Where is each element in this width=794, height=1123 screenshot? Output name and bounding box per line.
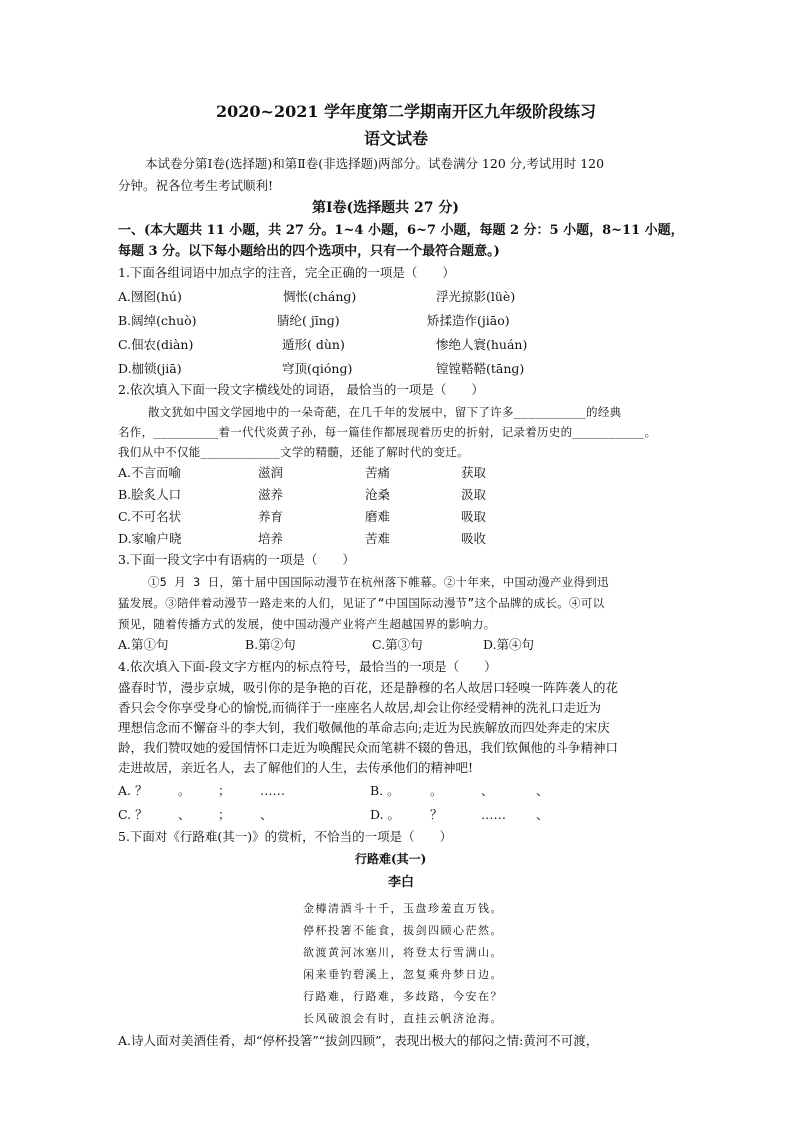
q2-option-d-4: 吸收 (461, 531, 487, 546)
q4-option-b-4: 、 (536, 783, 549, 798)
q4-passage-5: 走进故居，亲近名人，去了解他们的人生，去传承他们的精神吧! (118, 760, 474, 775)
q3-stem: 3.下面一段文字中有语病的一项是（ ） (118, 552, 355, 567)
poem-line-1: 金樽清酒斗十千，玉盘珍羞直万钱。 (303, 902, 503, 915)
q2-option-a-3: 苦痛 (365, 465, 391, 480)
q4-option-d-2: ？ (430, 807, 443, 822)
q4-passage-3: 理想信念而不懈奋斗的李大钊，我们敬佩他的革命志向;走近为民族解放而四处奔走的宋庆 (118, 720, 610, 735)
q1-option-b-3: 矫揉造作(jiāo) (427, 313, 510, 328)
q3-option-a: A.第①句 (118, 637, 169, 652)
q1-option-b-1: B.阔绰(chuò) (118, 313, 197, 328)
part1-title: 第Ⅰ卷(选择题共 27 分) (312, 200, 460, 216)
q2-option-b-2: 滋养 (258, 487, 284, 502)
q2-option-d-3: 苦难 (365, 531, 391, 546)
q3-passage-2: 猛发展。③陪伴着动漫节一路走来的人们，见证了“中国国际动漫节”这个品牌的成长。④可以 (118, 596, 605, 610)
q4-option-c-1: C. ？ (118, 807, 148, 822)
q2-stem: 2.依次填入下面一段文字横线处的词语， 最恰当的一项是（ ） (118, 382, 484, 397)
q4-option-a-3: ； (218, 783, 231, 798)
part1-instruction-2: 每题 3 分。以下每小题给出的四个选项中，只有一个最符合题意。) (118, 244, 500, 259)
q4-option-c-3: ； (218, 807, 231, 822)
q4-passage-1: 盛春时节，漫步京城，吸引你的是争艳的百花，还是静穆的名人故居口轻嗅一阵阵袭人的花 (118, 680, 619, 695)
q3-option-d: D.第④句 (483, 637, 535, 652)
q4-option-b-1: B. 。 (370, 783, 400, 798)
q5-stem: 5.下面对《行路难(其一)》的赏析，不恰当的一项是（ ） (118, 829, 453, 844)
q1-option-c-1: C.佃农(diàn) (118, 337, 194, 352)
q4-option-c-2: 、 (178, 807, 191, 822)
q2-option-b-1: B.脍炙人口 (118, 487, 182, 502)
poem-line-5: 行路难，行路难，多歧路，今安在？ (303, 990, 503, 1003)
q2-option-a-2: 滋润 (258, 465, 284, 480)
q4-option-a-4: …… (260, 783, 285, 798)
q2-option-c-1: C.不可名状 (118, 509, 182, 524)
q3-option-c: C.第③句 (372, 637, 423, 652)
q2-option-d-1: D.家喻户晓 (118, 531, 182, 546)
q4-option-c-4: 、 (260, 807, 273, 822)
q1-stem: 1.下面各组词语中加点字的注音，完全正确的一项是（ ） (118, 265, 455, 280)
q1-option-a-2: 惆怅(chánɡ) (283, 289, 357, 304)
q3-passage-3: 预见，随着传播方式的发展，使中国动漫产业将产生超越国界的影响力。 (118, 617, 496, 631)
q4-option-b-2: 。 (430, 783, 443, 798)
q1-option-d-3: 镗镗鞳鞳(tānɡ) (436, 361, 525, 376)
q2-option-c-4: 吸取 (461, 509, 487, 524)
q4-option-d-4: 、 (536, 807, 549, 822)
q4-option-a-2: 。 (178, 783, 191, 798)
q3-passage-1: ①5 月 3 日，第十届中国国际动漫节在杭州落下帷幕。②十年来，中国动漫产业得到迅 (148, 575, 609, 589)
exam-subtitle: 语文试卷 (364, 129, 429, 148)
q2-option-b-4: 汲取 (461, 487, 487, 502)
exam-title: 2020~2021 学年度第二学期南开区九年级阶段练习 (216, 102, 597, 121)
q1-option-a-3: 浮光掠影(lüè) (436, 289, 516, 304)
q1-option-c-3: 惨绝人寰(huán) (436, 337, 528, 352)
q3-option-b: B.第②句 (245, 637, 296, 652)
q2-option-c-2: 养育 (258, 509, 284, 524)
poem-line-3: 欲渡黄河冰塞川，将登太行雪满山。 (303, 946, 503, 959)
q2-passage-1: 散文犹如中国文学园地中的一朵奇葩，在几千年的发展中，留下了许多__________的经典 (148, 405, 622, 419)
q4-option-d-3: …… (481, 807, 506, 822)
q2-passage-3: 我们从中不仅能___________文学的精髓，还能了解时代的变迁。 (118, 445, 469, 459)
q2-option-c-3: 磨难 (365, 509, 391, 524)
poem-line-2: 停杯投箸不能食，拔剑四顾心茫然。 (303, 924, 503, 937)
poem-line-4: 闲来垂钓碧溪上，忽复乘舟梦日边。 (303, 968, 503, 981)
q1-option-c-2: 遁形( dùn) (282, 337, 345, 352)
intro-line-1: 本试卷分第Ⅰ卷(选择题)和第Ⅱ卷(非选择题)两部分。试卷满分 120 分,考试用时 120 (145, 156, 605, 171)
q4-passage-2: 香只会令你享受身心的愉悦,而徜徉于一座座名人故居,却会让你经受精神的洗礼口走近为 (118, 700, 601, 715)
q4-option-b-3: 、 (481, 783, 494, 798)
q2-option-b-3: 沧桑 (365, 487, 391, 502)
poem-line-6: 长风破浪会有时，直挂云帆济沧海。 (303, 1012, 503, 1025)
q1-option-b-2: 腈纶( jīnɡ) (277, 313, 340, 328)
q1-option-d-1: D.枷锁(jiā) (118, 361, 182, 376)
q2-option-d-2: 培养 (258, 531, 284, 546)
q4-stem: 4.依次填入下面-段文字方框内的标点符号，最恰当的一项是（ ） (118, 659, 497, 674)
q1-option-d-2: 穹顶(qiónɡ) (282, 361, 353, 376)
q2-option-a-4: 获取 (461, 465, 487, 480)
q4-option-d-1: D. 。 (370, 807, 401, 822)
poem-title: 行路难(其一) (355, 852, 427, 866)
part1-instruction-1: 一、(本大题共 11 小题，共 27 分。1~4 小题，6~7 小题，每题 2 分：5 小题，8~11 小题， (118, 223, 684, 238)
q1-option-a-1: A.囫囵(hú) (118, 289, 182, 304)
q4-option-a-1: A. ？ (118, 783, 148, 798)
q4-passage-4: 龄，我们赞叹她的爱国情怀口走近为唤醒民众而笔耕不辍的鲁迅，我们钦佩他的斗争精神口 (118, 740, 619, 755)
intro-line-2: 分钟。祝各位考生考试顺利! (118, 178, 274, 193)
q2-option-a-1: A.不言而喻 (118, 465, 182, 480)
q5-option-a: A.诗人面对美酒佳肴，却“停杯投箸”“拔剑四顾”，表现出极大的郁闷之情:黄河不可渡， (118, 1033, 599, 1048)
q2-passage-2: 名作，_________着一代代炎黄子孙，每一篇佳作都展现着历史的折射，记录着历史的__________。 (118, 425, 657, 439)
poem-author: 李白 (388, 875, 415, 890)
